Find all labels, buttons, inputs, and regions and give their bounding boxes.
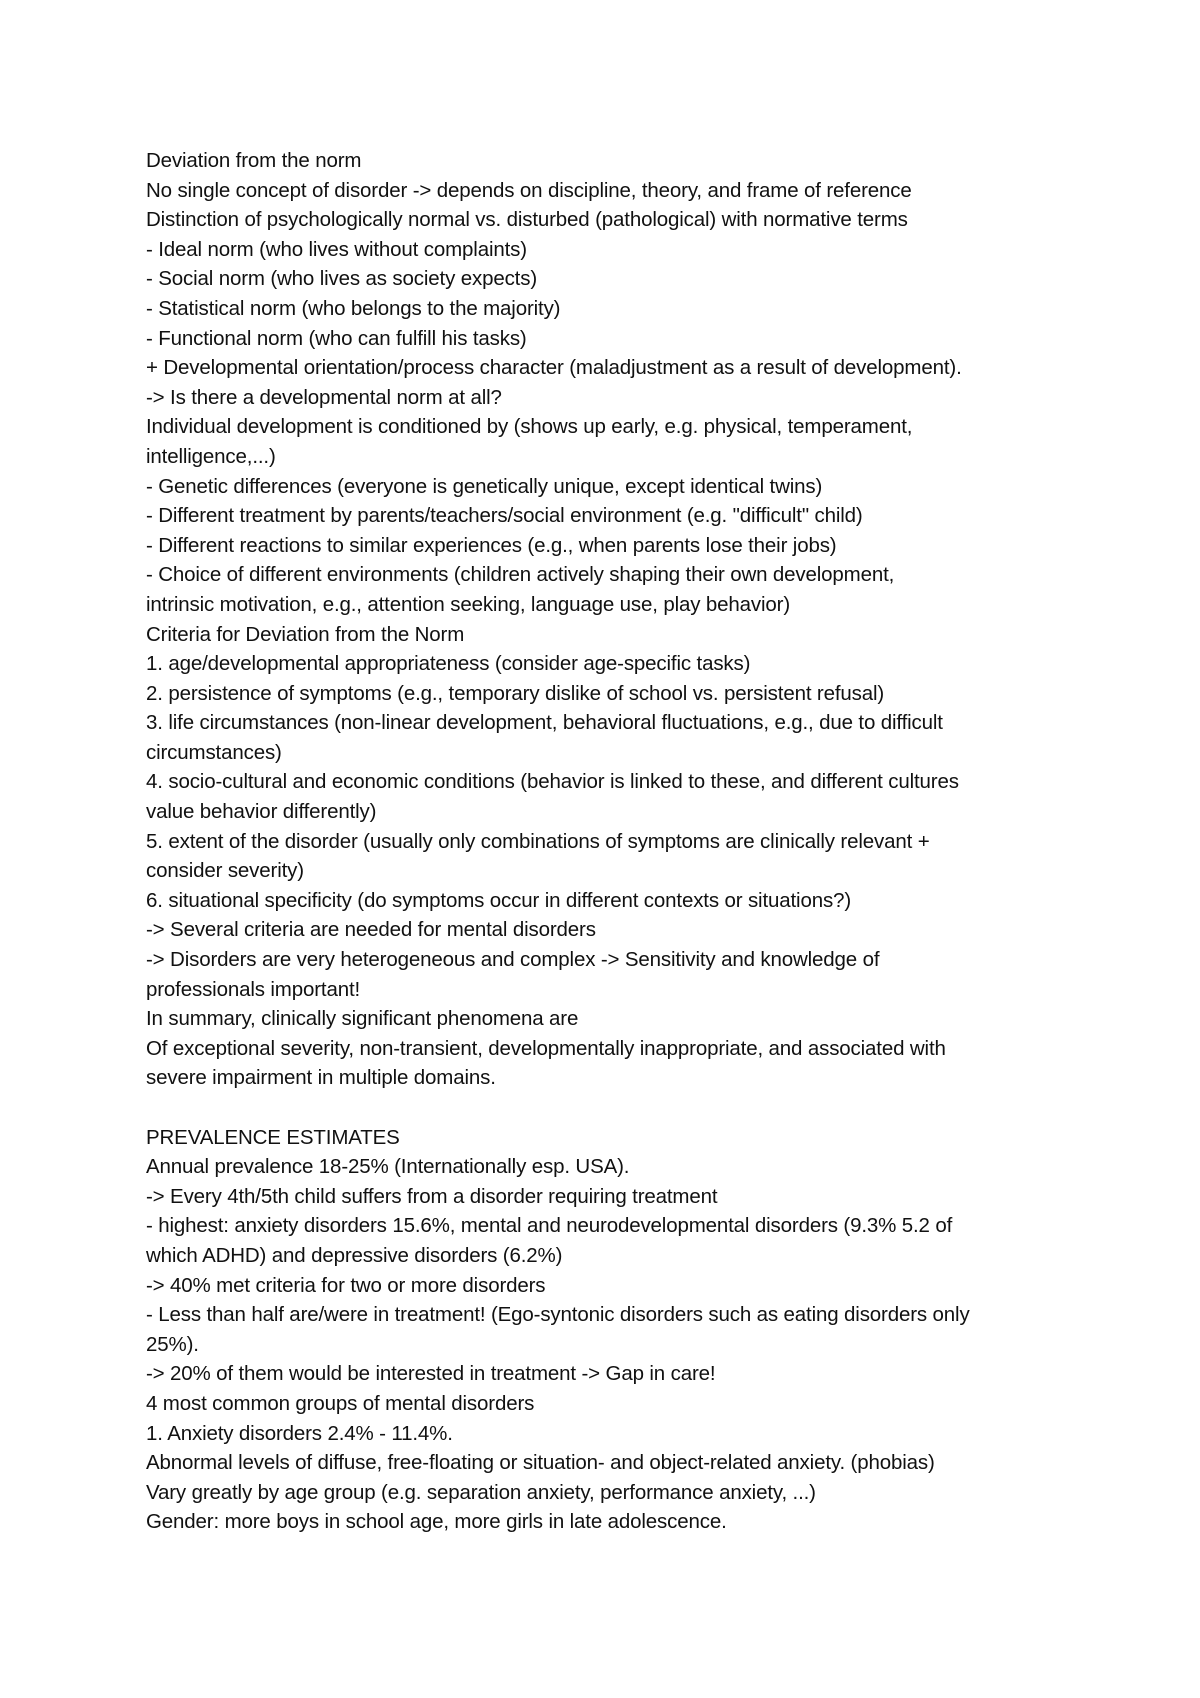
text-line: - Functional norm (who can fulfill his tasks) (146, 326, 527, 350)
text-line: - Choice of different environments (children actively shaping their own development, (146, 563, 895, 587)
text-line: -> Several criteria are needed for mental disorders (146, 918, 596, 942)
text-line: Of exceptional severity, non-transient, developmentally inappropriate, and associated with (146, 1036, 946, 1060)
subheading-common-groups: 4 most common groups of mental disorders (146, 1391, 535, 1415)
text-line: -> Every 4th/5th child suffers from a disorder requiring treatment (146, 1184, 718, 1208)
text-line: -> Is there a developmental norm at all? (146, 385, 502, 409)
text-line: -> Disorders are very heterogeneous and complex -> Sensitivity and knowledge of (146, 948, 880, 972)
text-line: intrinsic motivation, e.g., attention seeking, language use, play behavior) (146, 592, 790, 616)
text-line: - Different treatment by parents/teachers/social environment (e.g. "difficult" child) (146, 504, 863, 528)
text-line: Vary greatly by age group (e.g. separation anxiety, performance anxiety, ...) (146, 1480, 816, 1504)
text-line: - Social norm (who lives as society expects) (146, 267, 538, 291)
text-line: 5. extent of the disorder (usually only combinations of symptoms are clinically relevant + (146, 829, 930, 853)
text-line: - Less than half are/were in treatment! (Ego-syntonic disorders such as eating disorders only (146, 1303, 970, 1327)
text-line: Gender: more boys in school age, more girls in late adolescence. (146, 1510, 727, 1534)
text-line: 6. situational specificity (do symptoms occur in different contexts or situations?) (146, 888, 851, 912)
subheading-criteria: Criteria for Deviation from the Norm (146, 622, 465, 646)
text-line: Individual development is conditioned by (shows up early, e.g. physical, temperament, (146, 415, 913, 439)
text-line: 4. socio-cultural and economic conditions (behavior is linked to these, and different cultures (146, 770, 959, 794)
text-line: No single concept of disorder -> depends on discipline, theory, and frame of reference (146, 178, 912, 202)
text-line: circumstances) (146, 740, 282, 764)
text-line: Distinction of psychologically normal vs. disturbed (pathological) with normative terms (146, 208, 908, 232)
text-line: -> 40% met criteria for two or more disorders (146, 1273, 546, 1297)
text-line: 25%). (146, 1332, 199, 1356)
text-line: severe impairment in multiple domains. (146, 1066, 496, 1090)
text-line: Annual prevalence 18-25% (Internationally esp. USA). (146, 1155, 630, 1179)
section-title-prevalence: PREVALENCE ESTIMATES (146, 1125, 400, 1149)
text-line: - highest: anxiety disorders 15.6%, mental and neurodevelopmental disorders (9.3% 5.2 of (146, 1214, 953, 1238)
text-line: 3. life circumstances (non-linear development, behavioral fluctuations, e.g., due to difficult (146, 711, 943, 735)
text-line: - Different reactions to similar experiences (e.g., when parents lose their jobs) (146, 533, 837, 557)
text-line: 1. Anxiety disorders 2.4% - 11.4%. (146, 1421, 453, 1445)
text-line: intelligence,...) (146, 444, 276, 468)
text-line: value behavior differently) (146, 800, 377, 824)
blank-line (146, 1093, 1076, 1123)
text-line: In summary, clinically significant phenomena are (146, 1007, 579, 1031)
text-line: consider severity) (146, 859, 304, 883)
text-line: which ADHD) and depressive disorders (6.2%) (146, 1243, 563, 1267)
text-line: - Ideal norm (who lives without complaints) (146, 237, 527, 261)
text-line: 2. persistence of symptoms (e.g., temporary dislike of school vs. persistent refusal) (146, 681, 885, 705)
document-text (146, 146, 1076, 1537)
text-line: Abnormal levels of diffuse, free-floating or situation- and object-related anxiety. (phobias) (146, 1451, 935, 1475)
text-line: -> 20% of them would be interested in treatment -> Gap in care! (146, 1362, 716, 1386)
text-line: professionals important! (146, 977, 361, 1001)
text-line: - Statistical norm (who belongs to the majority) (146, 296, 561, 320)
text-line: 1. age/developmental appropriateness (consider age-specific tasks) (146, 652, 751, 676)
text-line: + Developmental orientation/process character (maladjustment as a result of development). (146, 356, 962, 380)
section-title-deviation: Deviation from the norm (146, 149, 362, 172)
text-line: - Genetic differences (everyone is genetically unique, except identical twins) (146, 474, 823, 498)
